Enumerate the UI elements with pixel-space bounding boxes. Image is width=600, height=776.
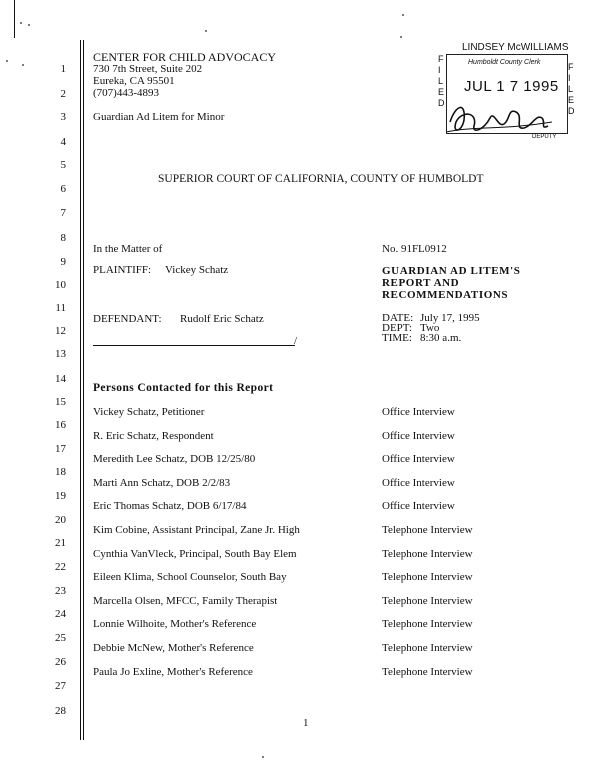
line-number: 23 [55, 585, 66, 597]
line-number: 10 [55, 279, 66, 291]
line-number: 3 [60, 111, 66, 123]
scan-speck [400, 36, 402, 38]
stamp-clerk-title: Humboldt County Clerk [468, 59, 541, 66]
stamp-filed-letter: L [438, 76, 444, 86]
report-title-line-2: REPORT AND [382, 277, 460, 289]
contact-interview-type: Telephone Interview [382, 571, 473, 584]
line-number: 5 [60, 159, 66, 171]
contact-interview-type: Telephone Interview [382, 524, 473, 536]
stamp-date: JUL 1 7 1995 [464, 78, 559, 95]
contact-name: Marti Ann Schatz, DOB 2/2/83 [93, 476, 231, 489]
stamp-filed-letter: I [438, 65, 441, 75]
defendant-label: DEFENDANT: [93, 313, 162, 325]
stamp-filed-letter: D [438, 98, 445, 108]
hearing-dept: Two [420, 322, 440, 334]
line-number: 26 [55, 656, 66, 668]
stamp-filed-right [568, 62, 576, 117]
line-number: 28 [55, 705, 66, 717]
attorney-role: Guardian Ad Litem for Minor [93, 111, 225, 123]
line-number: 17 [55, 443, 66, 455]
line-number: 18 [55, 466, 66, 478]
line-number: 19 [55, 490, 66, 502]
contact-interview-type: Telephone Interview [382, 547, 473, 560]
left-margin-rule [80, 40, 81, 740]
contacts-heading: Persons Contacted for this Report [93, 382, 274, 394]
contact-interview-type: Telephone Interview [382, 618, 473, 631]
line-number: 25 [55, 632, 66, 644]
report-title-line-1: GUARDIAN AD LITEM'S [382, 265, 521, 277]
line-number: 7 [60, 207, 66, 219]
contact-name: Paula Jo Exline, Mother's Reference [93, 665, 253, 678]
hearing-time-label: TIME: [382, 332, 412, 344]
line-number: 24 [55, 608, 66, 620]
contact-interview-type: Telephone Interview [382, 665, 473, 678]
left-margin-rule-2 [83, 40, 84, 740]
plaintiff-name: Vickey Schatz [165, 264, 229, 276]
contact-interview-type: Telephone Interview [382, 594, 473, 607]
contact-interview-type: Office Interview [382, 500, 455, 513]
scan-speck [262, 756, 264, 758]
case-number: No. 91FL0912 [382, 243, 447, 255]
contact-name: Eileen Klima, School Counselor, South Bay [93, 571, 287, 584]
line-number: 1 [60, 63, 66, 75]
scan-speck [28, 24, 30, 26]
org-address-line-1: 730 7th Street, Suite 202 [93, 63, 203, 75]
line-number: 9 [60, 256, 66, 268]
scan-speck [22, 64, 24, 66]
stamp-filed-letter: L [568, 84, 574, 94]
filed-stamp [438, 42, 574, 146]
line-number: 4 [60, 136, 66, 148]
line-number: 12 [55, 325, 66, 337]
line-number: 11 [55, 302, 66, 314]
line-number: 14 [55, 373, 66, 385]
line-number: 6 [60, 183, 66, 195]
line-number: 2 [60, 88, 66, 100]
contact-name: Debbie McNew, Mother's Reference [93, 642, 254, 654]
contact-name: Kim Cobine, Assistant Principal, Zane Jr. High [93, 524, 300, 536]
defendant-name: Rudolf Eric Schatz [180, 313, 264, 325]
line-number: 21 [55, 537, 66, 549]
contact-interview-type: Office Interview [382, 453, 455, 466]
scan-edge-mark [14, 0, 15, 38]
stamp-filed-letter: E [438, 87, 445, 97]
contact-interview-type: Office Interview [382, 476, 455, 489]
contact-interview-type: Telephone Interview [382, 642, 473, 654]
court-title: SUPERIOR COURT OF CALIFORNIA, COUNTY OF HUMBOLDT [158, 173, 484, 185]
contact-name: Marcella Olsen, MFCC, Family Therapist [93, 594, 278, 607]
hearing-date: July 17, 1995 [420, 312, 480, 324]
contact-interview-type: Office Interview [382, 406, 455, 418]
stamp-filed-letter: I [568, 73, 571, 83]
hearing-time: 8:30 a.m. [420, 332, 462, 344]
clerk-signature [444, 92, 557, 140]
stamp-filed-letter: D [568, 106, 575, 116]
org-name: CENTER FOR CHILD ADVOCACY [93, 50, 277, 64]
stamp-clerk-name: LINDSEY McWILLIAMS [462, 42, 569, 53]
contact-name: Meredith Lee Schatz, DOB 12/25/80 [93, 453, 256, 466]
line-number: 20 [55, 514, 66, 526]
caption-rule [93, 345, 295, 346]
stamp-filed-letter: F [438, 54, 444, 64]
scan-speck [20, 22, 22, 24]
stamp-filed-letter: F [568, 62, 574, 72]
report-title-line-3: RECOMMENDATIONS [382, 289, 509, 301]
line-number: 16 [55, 419, 66, 431]
hearing-date-label: DATE: [382, 312, 414, 324]
stamp-deputy: DEPUTY [532, 134, 557, 140]
scan-speck [205, 30, 207, 32]
scan-speck [6, 60, 8, 62]
line-number: 27 [55, 680, 66, 692]
hearing-dept-label: DEPT: [382, 322, 413, 334]
plaintiff-label: PLAINTIFF: [93, 264, 152, 276]
caption-rule-slash: / [294, 335, 298, 347]
contact-name: R. Eric Schatz, Respondent [93, 429, 214, 442]
contact-name: Eric Thomas Schatz, DOB 6/17/84 [93, 500, 247, 513]
stamp-filed-letter: E [568, 95, 575, 105]
line-number: 8 [60, 232, 66, 244]
contact-name: Lonnie Wilhoite, Mother's Reference [93, 618, 257, 631]
line-number: 13 [55, 348, 66, 360]
contact-name: Cynthia VanVleck, Principal, South Bay Elem [93, 547, 297, 560]
contact-interview-type: Office Interview [382, 429, 455, 442]
org-phone: (707)443-4893 [93, 87, 159, 99]
scan-speck [402, 14, 404, 16]
contact-name: Vickey Schatz, Petitioner [93, 406, 205, 418]
line-number: 15 [55, 396, 66, 408]
matter-label: In the Matter of [93, 243, 163, 255]
org-address-line-2: Eureka, CA 95501 [93, 75, 175, 87]
page-number: 1 [303, 717, 309, 729]
line-number: 22 [55, 561, 66, 573]
